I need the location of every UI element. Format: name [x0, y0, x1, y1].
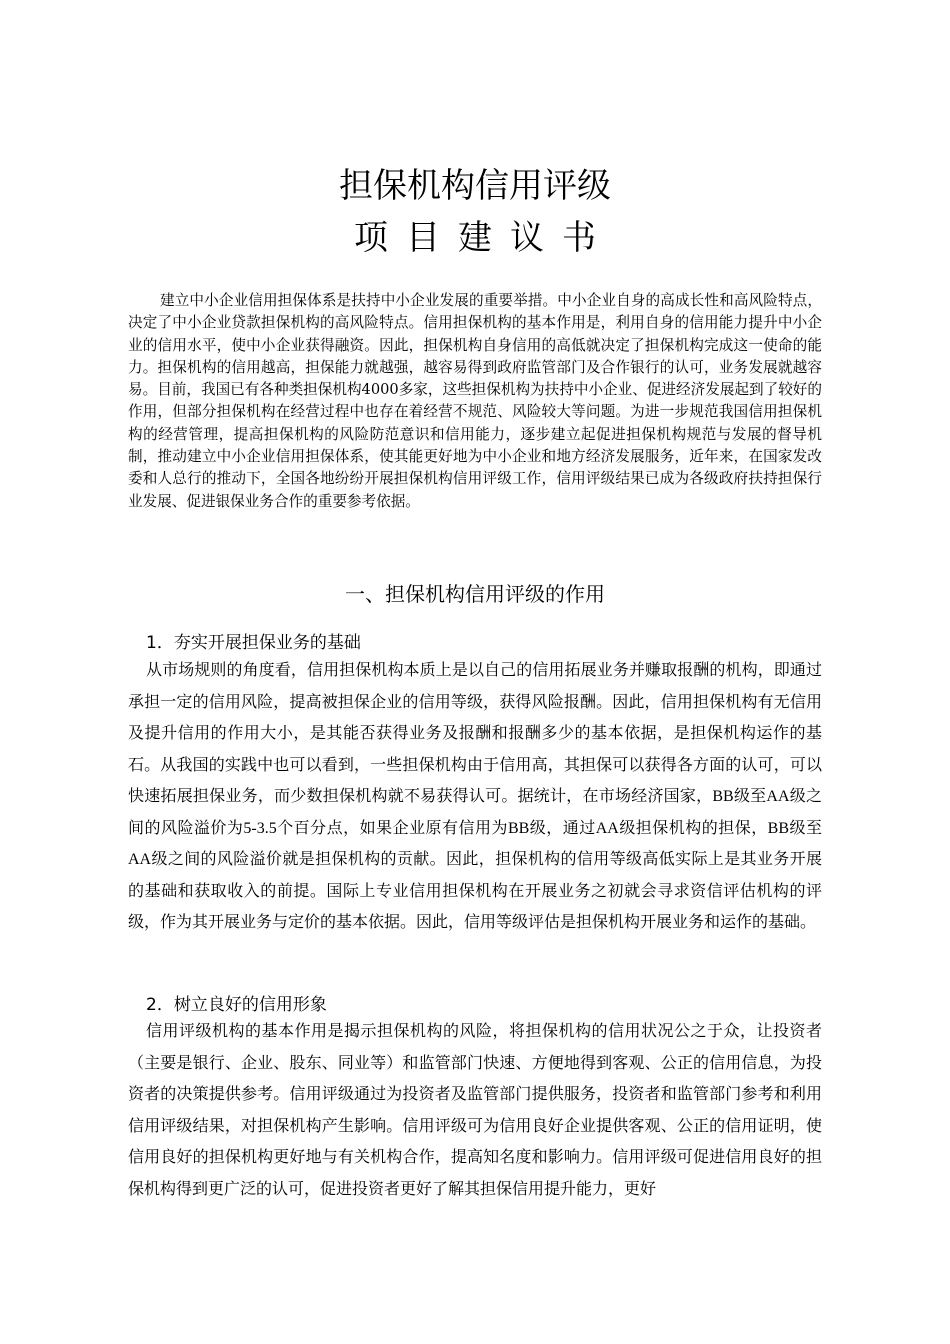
section-heading: 一、担保机构信用评级的作用 — [345, 582, 605, 606]
subsection-heading-2: 2．树立良好的信用形象 — [146, 995, 327, 1015]
intro-paragraph: 建立中小企业信用担保体系是扶持中小企业发展的重要举措。中小企业自身的高成长性和高风险特点，决定了中小企业贷款担保机构的高风险特点。信用担保机构的基本作用是，利用自身的信用能力提升中小企业的信用水平，使中小企业获得融资。因此，担保机构自身信用的高低就决定了担保机构完成这一使命的能力。担保机构的信用越高，担保能力就越强，越容易得到政府监管部门及合作银行的认可，业务发展就越容易。目前，我国已有各种类担保机构4000多家，这些担保机构为扶持中小企业、促进经济发展起到了较好的作用，但部分担保机构在经营过程中也存在着经营不规范、风险较大等问题。为进一步规范我国信用担保机构的经营管理，提高担保机构的风险防范意识和信用能力，逐步建立起促进担保机构规范与发展的督导机制，推动建立中小企业信用担保体系，使其能更好地为中小企业和地方经济发展服务，近年来，在国家发改委和人总行的推动下，全国各地纷纷开展担保机构信用评级工作，信用评级结果已成为各级政府扶持担保行业发展、促进银保业务合作的重要参考依据。 — [128, 292, 822, 510]
document-subtitle: 项目建议书 — [354, 218, 614, 258]
document-title: 担保机构信用评级 — [339, 166, 611, 206]
subsection-body-2: 信用评级机构的基本作用是揭示担保机构的风险，将担保机构的信用状况公之于众，让投资者（主要是银行、企业、股东、同业等）和监管部门快速、方便地得到客观、公正的信用信息，为投资者的决策提供参考。信用评级通过为投资者及监管部门提供服务，投资者和监管部门参考和利用信用评级结果，对担保机构产生影响。信用评级可为信用良好企业提供客观、公正的信用证明，使信用良好的担保机构更好地与有关机构合作，提高知名度和影响力。信用评级可促进信用良好的担保机构得到更广泛的认可，促进投资者更好了解其担保信用提升能力，更好 — [128, 1023, 822, 1198]
subsection-heading-1: 1．夯实开展担保业务的基础 — [146, 633, 361, 653]
subsection-body-1: 从市场规则的角度看，信用担保机构本质上是以自己的信用拓展业务并赚取报酬的机构，即通过承担一定的信用风险，提高被担保企业的信用等级，获得风险报酬。因此，信用担保机构有无信用及提升信用的作用大小，是其能否获得业务及报酬和报酬多少的基本依据，是担保机构运作的基石。从我国的实践中也可以看到，一些担保机构由于信用高，其担保可以获得各方面的认可，可以快速拓展担保业务，而少数担保机构就不易获得认可。据统计，在市场经济国家，BB级至AA级之间的风险溢价为5-3.5个百分点，如果企业原有信用为BB级，通过AA级担保机构的担保，BB级至AA级之间的风险溢价就是担保机构的贡献。因此，担保机构的信用等级高低实际上是其业务开展的基础和获取收入的前提。国际上专业信用担保机构在开展业务之初就会寻求资信评估机构的评级，作为其开展业务与定价的基本依据。因此，信用等级评估是担保机构开展业务和运作的基础。 — [128, 662, 822, 931]
